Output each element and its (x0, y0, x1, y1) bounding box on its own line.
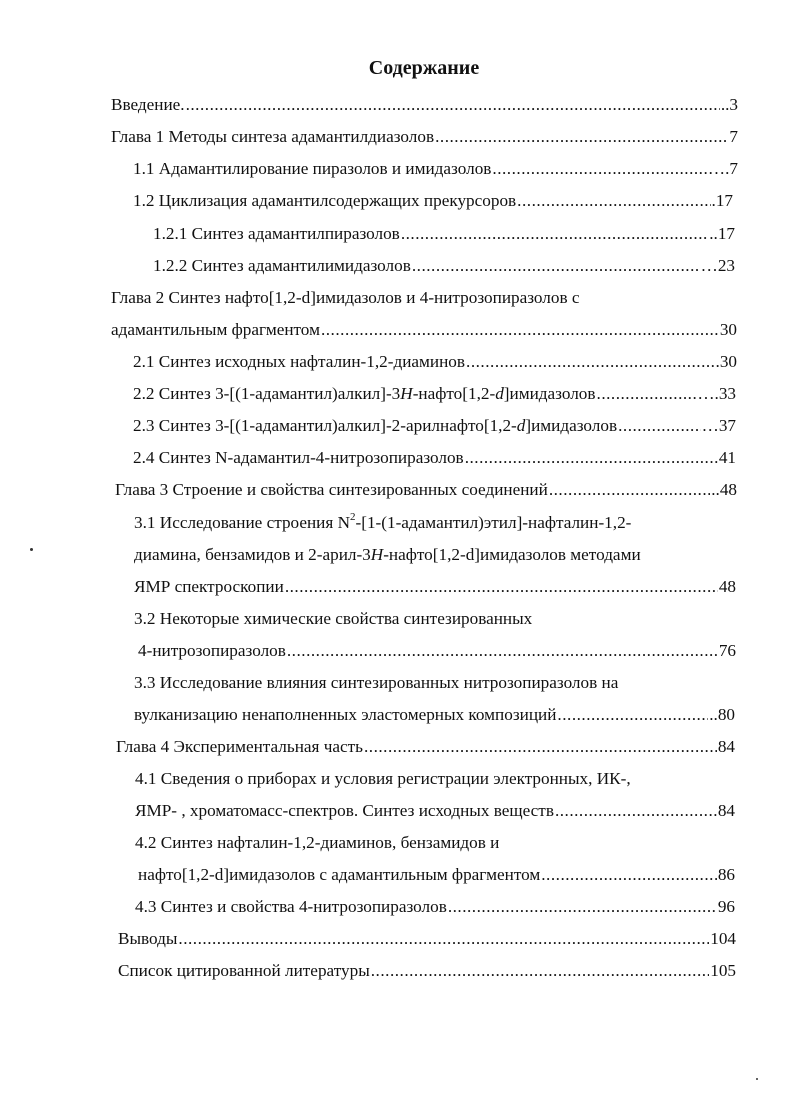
toc-page-number: 7 (729, 127, 738, 146)
dot-leader (466, 352, 719, 372)
dot-leader (517, 191, 710, 211)
toc-label: Глава 4 Экспериментальная часть (116, 737, 363, 756)
toc-entry-section-3-3-line1: 3.3 Исследование влияния синтезированных нитрозопиразолов на (134, 673, 619, 692)
toc-label-part: ]имидазолов (525, 416, 618, 435)
dot-leader (448, 897, 717, 917)
toc-page-number: ..48 (711, 480, 737, 499)
scan-speck (756, 1078, 758, 1080)
toc-label (133, 384, 596, 404)
toc-entry-section-2-2 (133, 384, 736, 404)
dot-leader (492, 159, 707, 179)
toc-entry-section-1-1 (133, 159, 738, 179)
toc-entry-section-2-3 (133, 416, 736, 436)
dot-leader (557, 705, 708, 725)
toc-entry-section-4-1 (135, 801, 735, 821)
toc-entry-chapter-2-line1: Глава 2 Синтез нафто[1,2-d]имидазолов и 4-нитрозопиразолов с (111, 288, 580, 307)
toc-label: Введение. (111, 95, 185, 114)
toc-page-number: 30 (719, 320, 737, 339)
toc-entry-chapter-1 (111, 127, 738, 147)
toc-label: нафто[1,2-d]имидазолов с адамантильным фрагментом (138, 865, 541, 884)
toc-label: Глава 1 Методы синтеза адамантилдиазолов (111, 127, 435, 146)
toc-entry-section-3-3 (134, 705, 735, 725)
dot-leader (287, 641, 718, 661)
dot-leader (597, 384, 697, 404)
toc-label: Глава 3 Строение и свойства синтезированных соединений (115, 480, 548, 499)
toc-page-number: ….7 (707, 159, 738, 178)
toc-entry-section-3-1-line2 (134, 545, 641, 565)
toc-label-part: диамина, бензамидов и 2-арил-3 (134, 545, 371, 564)
toc-page-number: 104 (710, 929, 736, 948)
toc-entry-chapter-2 (111, 320, 737, 340)
toc-label: Список цитированной литературы (118, 961, 370, 980)
toc-label: ЯМР спектроскопии (134, 577, 284, 596)
page-title: Содержание (368, 57, 480, 79)
dot-leader (401, 224, 708, 244)
toc-label: 2.1 Синтез исходных нафталин-1,2-диаминов (133, 352, 466, 371)
toc-entry-references (118, 961, 736, 981)
toc-label: 1.2.2 Синтез адамантилимидазолов (153, 256, 411, 275)
dot-leader (465, 448, 718, 468)
toc-entry-section-1-2 (133, 191, 733, 211)
toc-page-number: 86 (717, 865, 735, 884)
toc-label-italic: H (400, 384, 413, 403)
toc-page-number: 48 (718, 577, 736, 596)
toc-entry-conclusions (118, 929, 736, 949)
toc-entry-section-1-2-2 (153, 256, 735, 276)
toc-page-number: …23 (700, 256, 735, 275)
toc-label: 1.2.1 Синтез адамантилпиразолов (153, 224, 400, 243)
dot-leader (178, 929, 709, 949)
toc-entry-section-3-2-line1: 3.2 Некоторые химические свойства синтезированных (134, 609, 533, 628)
toc-entry-section-2-4 (133, 448, 736, 468)
toc-page-number: 84 (717, 801, 735, 820)
dot-leader (618, 416, 701, 436)
toc-page-number: .17 (711, 191, 733, 210)
toc-label: вулканизацию ненаполненных эластомерных композиций (134, 705, 557, 724)
dot-leader (285, 577, 718, 597)
toc-entry-section-3-1-line1 (134, 513, 631, 533)
dot-leader (321, 320, 719, 340)
dot-leader (364, 737, 717, 757)
toc-page-number: 84 (717, 737, 735, 756)
toc-entry-section-4-2-line1: 4.2 Синтез нафталин-1,2-диаминов, бензамидов и (135, 833, 500, 852)
toc-entry-section-4-2 (138, 865, 735, 885)
toc-label: 1.2 Циклизация адамантилсодержащих прекурсоров (133, 191, 517, 210)
toc-entry-section-3-1 (134, 577, 736, 597)
toc-page-number: 105 (710, 961, 736, 980)
toc-page-number: 76 (718, 641, 736, 660)
toc-page-number: 41 (718, 448, 736, 467)
toc-label: 1.1 Адамантилирование пиразолов и имидазолов (133, 159, 492, 178)
toc-label-part: ]имидазолов (503, 384, 596, 403)
toc-page-number: ..80 (709, 705, 735, 724)
toc-label: Выводы (118, 929, 178, 948)
scan-speck (30, 548, 33, 551)
toc-label: 2.4 Синтез N-адамантил-4-нитрозопиразолов (133, 448, 464, 467)
toc-label-part: -[1-(1-адамантил)этил]-нафталин-1,2- (355, 513, 632, 532)
toc-label-part: 2.3 Синтез 3-[(1-адамантил)алкил]-2-арилнафто[1,2- (133, 416, 517, 435)
dot-leader (555, 801, 717, 821)
dot-leader (186, 95, 720, 115)
dot-leader (541, 865, 717, 885)
dot-leader (435, 127, 728, 147)
toc-label: 4-нитрозопиразолов (138, 641, 286, 660)
toc-label: ЯМР- , хроматомасс-спектров. Синтез исходных веществ (135, 801, 554, 820)
toc-page-number: ..17 (709, 224, 735, 243)
superscript: 2 (350, 511, 356, 524)
toc-page-number: …37 (701, 416, 736, 435)
toc-entry-chapter-3 (115, 480, 737, 500)
toc-entry-section-1-2-1 (153, 224, 735, 244)
toc-entry-section-4-1-line1: 4.1 Сведения о приборах и условия регистрации электронных, ИК-, (135, 769, 631, 788)
toc-entry-section-3-2 (138, 641, 736, 661)
toc-entry-section-4-3 (135, 897, 735, 917)
toc-page-number: 96 (717, 897, 735, 916)
toc-label-italic: d (516, 416, 526, 435)
toc-label-italic: H (370, 545, 384, 564)
toc-entry-intro (111, 95, 738, 115)
toc-label-italic: d (495, 384, 504, 403)
toc-label: 4.3 Синтез и свойства 4-нитрозопиразолов (135, 897, 447, 916)
toc-label (133, 416, 617, 436)
toc-page-number: ….33 (697, 384, 736, 403)
dot-leader (412, 256, 700, 276)
toc-page-number: ..3 (720, 95, 738, 114)
dot-leader (371, 961, 709, 981)
toc-entry-section-2-1 (133, 352, 737, 372)
toc-page-number: 30 (719, 352, 737, 371)
toc-label-part: 3.1 Исследование строения N (134, 513, 350, 532)
toc-label-part: -нафто[1,2- (412, 384, 496, 403)
toc-entry-chapter-4 (116, 737, 735, 757)
toc-label-part: -нафто[1,2-d]имидазолов методами (383, 545, 641, 564)
toc-label: адамантильным фрагментом (111, 320, 320, 339)
dot-leader (549, 480, 710, 500)
toc-label-part: 2.2 Синтез 3-[(1-адамантил)алкил]-3 (133, 384, 401, 403)
